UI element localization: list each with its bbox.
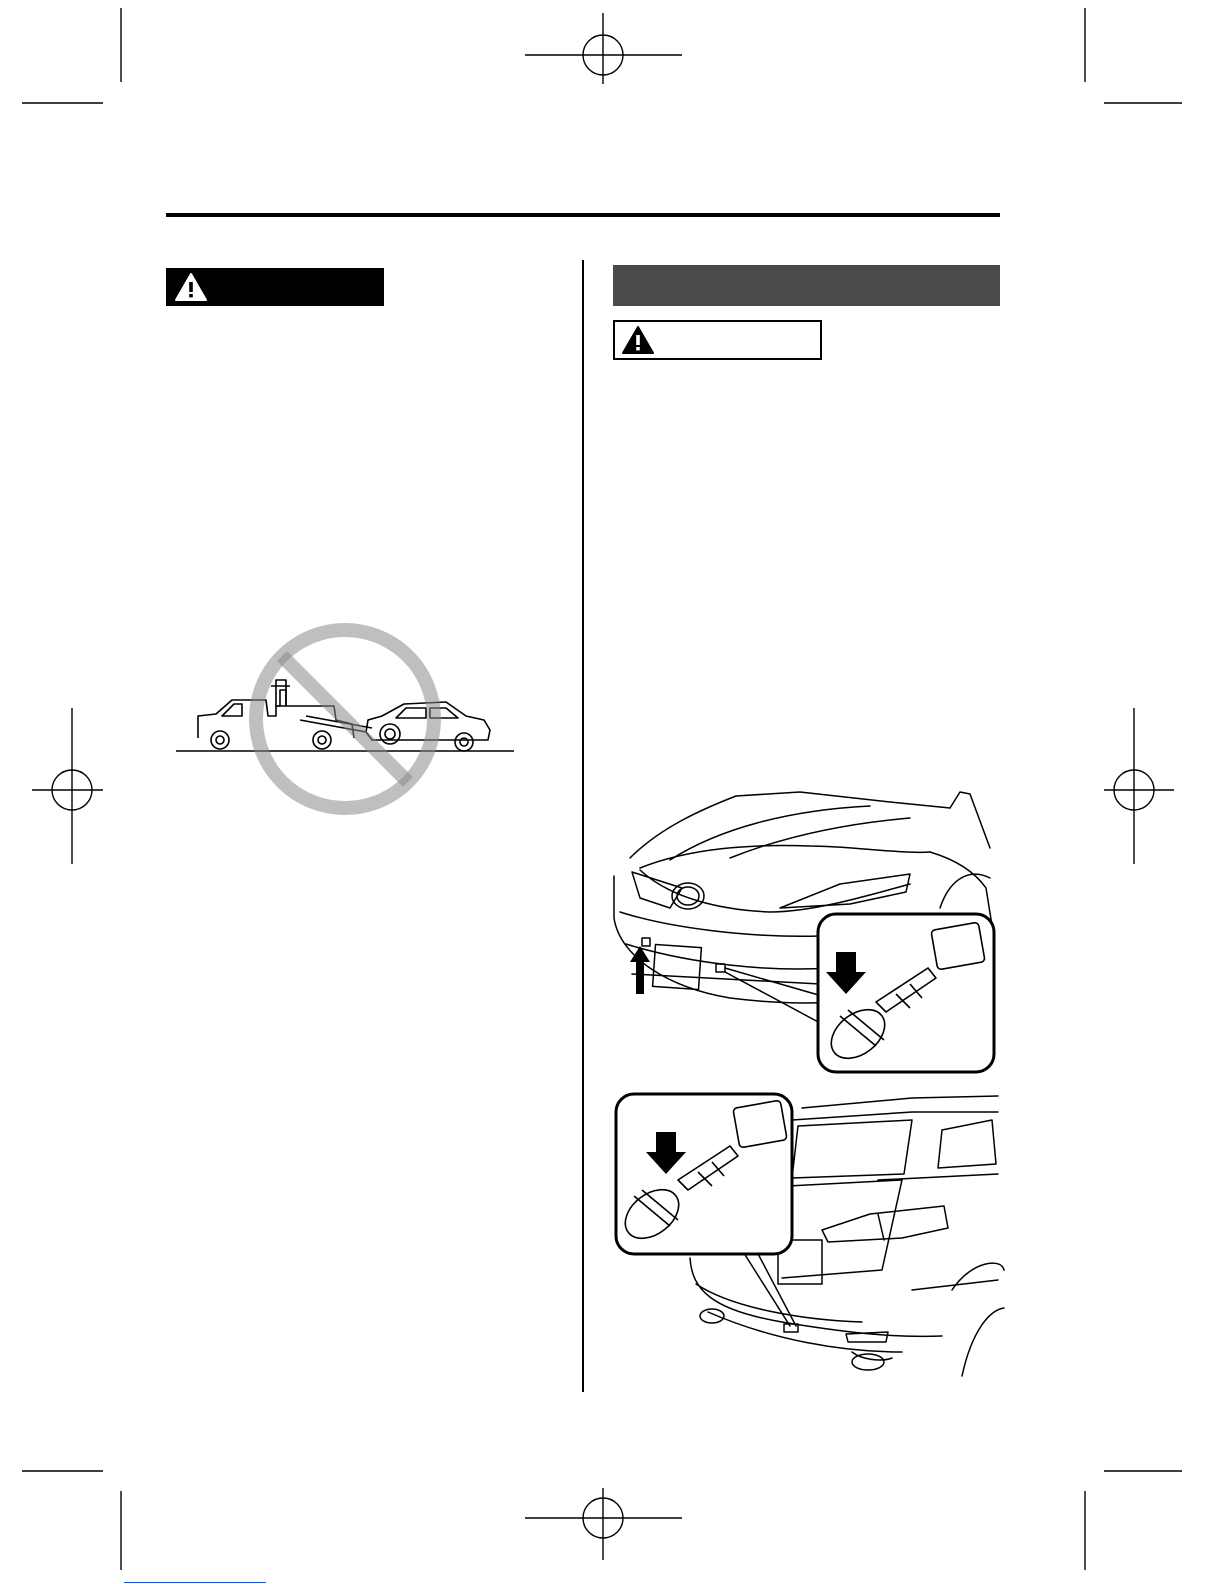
rear-tow-hook-cover-icon [612,1090,1002,1390]
warning-box-left [166,268,384,306]
front-tow-hook-cover-icon [610,788,1000,1078]
footer-link-underline[interactable] [124,1582,266,1583]
warning-triangle-icon [174,272,208,302]
registration-target-top [525,13,682,84]
no-tow-symbol-icon [176,620,516,820]
warning-box-right [613,320,822,360]
warning-triangle-icon [621,325,655,355]
registration-target-left [32,708,103,864]
registration-target-right [1104,708,1174,864]
section-heading-bar [613,265,1000,306]
column-divider [582,260,584,1392]
header-rule [166,213,1000,217]
registration-target-bottom [525,1488,682,1560]
